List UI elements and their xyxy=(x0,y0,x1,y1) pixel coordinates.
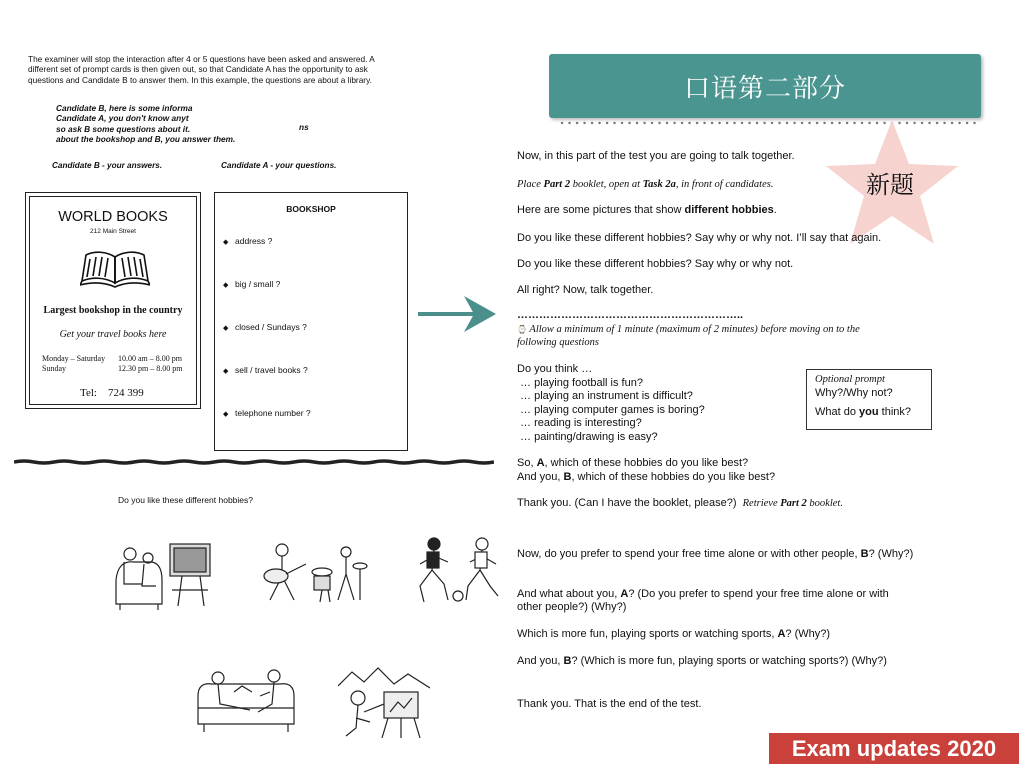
instruction-line: about the bookshop and B, you answer them. xyxy=(56,134,236,145)
optional-prompt-title: Optional prompt xyxy=(815,374,885,385)
bookshop-card xyxy=(214,192,408,451)
bookshop-item-label: telephone number ? xyxy=(235,408,311,418)
hours-time: 12.30 pm – 8.00 pm xyxy=(118,364,183,373)
world-books-address: 212 Main Street xyxy=(90,228,136,235)
text-span-bold: different hobbies xyxy=(684,204,774,216)
diamond-bullet-icon: ◆ xyxy=(223,282,229,289)
end-line: Thank you. That is the end of the test. xyxy=(517,698,702,710)
candidate-instructions xyxy=(56,103,326,143)
question-line xyxy=(517,457,748,470)
question-line xyxy=(517,628,830,641)
question-item: … playing an instrument is difficult? xyxy=(517,390,693,402)
text-span: Retrieve xyxy=(742,498,781,509)
text-span-bold: A xyxy=(777,628,786,640)
timer-note xyxy=(517,323,917,350)
text-span: ? (Why?) xyxy=(868,548,914,560)
header-candidate-b: Candidate B - your answers. xyxy=(52,161,163,170)
world-books-tagline: Largest bookshop in the country xyxy=(43,305,183,316)
text-span: ? (Why?) xyxy=(785,628,831,640)
text-span-bold: you xyxy=(859,406,879,418)
painting-illustration xyxy=(338,662,430,738)
watching-tv-illustration xyxy=(112,540,216,612)
diamond-bullet-icon: ◆ xyxy=(223,411,229,418)
text-span: ? (Which is more fun, playing sports or watching sports?) (Why?) xyxy=(571,655,887,667)
world-books-card xyxy=(25,192,201,409)
examiner-instruction xyxy=(743,498,843,509)
bookshop-item-label: sell / travel books ? xyxy=(235,365,308,375)
optional-prompt-box xyxy=(806,369,932,430)
instruction-line: Candidate A, you don't know anyt xyxy=(56,113,189,124)
thank-you-line xyxy=(517,497,843,510)
bookshop-item xyxy=(223,365,308,375)
question-item: … playing computer games is boring? xyxy=(517,403,705,416)
intro-paragraph: The examiner will stop the interaction after 4 or 5 questions have been asked and answered. A different set of prompt cards is then given out, so that Candidate A has the opportunity to ask questions and Candidate B to answer them. In this example, the questions are about a library. xyxy=(28,54,375,85)
instruction-line: Candidate B, here is some informa xyxy=(56,103,193,113)
instruction-line: so ask B some questions about it. xyxy=(56,123,191,134)
optional-prompt-line xyxy=(815,406,923,420)
playing-football-illustration xyxy=(414,536,504,606)
do-you-think: Do you think … xyxy=(517,363,593,375)
bookshop-item xyxy=(223,236,272,246)
text-span: booklet. xyxy=(806,498,843,509)
text-span-bold: Part 2 xyxy=(780,498,807,509)
bookshop-item-label: big / small ? xyxy=(235,279,281,289)
reading-on-sofa-illustration xyxy=(194,662,298,734)
text-span-bold: A xyxy=(536,457,545,469)
text-span-bold: Part 2 xyxy=(543,179,571,190)
question-item: … painting/drawing is easy? xyxy=(517,430,658,443)
text-span: . xyxy=(773,204,777,216)
question-line xyxy=(517,655,887,668)
open-book-icon xyxy=(80,247,150,289)
arrow-right-icon xyxy=(418,294,498,334)
picture-question: Do you like these different hobbies? xyxy=(118,495,253,505)
section-banner xyxy=(549,54,981,118)
text-span: Allow a minimum of 1 minute (maximum of 2 minutes) before moving on to the xyxy=(526,324,860,335)
banner-title: 口语第二部分 xyxy=(683,74,846,104)
text-span: ? (Do you prefer to spend your free time alone or with xyxy=(628,588,889,600)
text-span: What do xyxy=(815,406,860,418)
exam-updates-badge: Exam updates 2020 xyxy=(769,733,1019,764)
question-line xyxy=(517,471,775,484)
text-span: Thank you. (Can I have the booklet, please?) xyxy=(517,497,743,509)
new-question-label: 新题 xyxy=(866,171,914,199)
optional-prompt-line: Why?/Why not? xyxy=(815,386,893,399)
intro-line: Now, in this part of the test you are going to talk together. xyxy=(517,150,795,162)
text-span-bold: A xyxy=(620,588,629,600)
hours-time: 10.00 am – 8.00 pm xyxy=(118,354,182,363)
question-line: Do you like these different hobbies? Say why or why not. I’ll say that again. xyxy=(517,232,882,244)
text-span: other people?) (Why?) xyxy=(517,601,627,614)
playing-music-illustration xyxy=(260,542,368,604)
examiner-instruction xyxy=(517,178,773,191)
bookshop-item-label: address ? xyxy=(235,236,273,246)
instruction-fragment: ns xyxy=(299,122,309,132)
text-span: Which is more fun, playing sports or watching sports, xyxy=(517,628,778,640)
question-line: Do you like these different hobbies? Say why or why not. xyxy=(517,258,794,270)
text-span: think? xyxy=(878,406,912,418)
text-span: Here are some pictures that show xyxy=(517,204,685,216)
pictures-line xyxy=(517,204,777,217)
question-line xyxy=(517,548,913,561)
question-item: … playing football is fun? xyxy=(517,376,643,389)
text-span: , which of these hobbies do you like best? xyxy=(544,457,749,469)
bookshop-item xyxy=(223,408,311,418)
hours-days: Monday – Saturday xyxy=(42,354,106,363)
header-candidate-a: Candidate A - your questions. xyxy=(221,161,337,170)
text-span: So, xyxy=(517,457,537,469)
bookshop-item-label: closed / Sundays ? xyxy=(235,322,307,332)
text-span: , which of these hobbies do you like best? xyxy=(571,470,776,483)
text-span: And what about you, xyxy=(517,588,621,600)
text-span: , in front of candidates. xyxy=(675,179,774,190)
world-books-title: WORLD BOOKS xyxy=(58,209,168,225)
text-span-bold: Task 2a xyxy=(642,179,676,190)
text-span: booklet, open at xyxy=(570,179,643,190)
diamond-bullet-icon: ◆ xyxy=(223,325,229,332)
text-span-bold: B xyxy=(860,548,869,560)
talk-together-line: All right? Now, talk together. xyxy=(517,284,654,296)
dots-line: …………………………………………………….. xyxy=(517,309,744,321)
text-span-bold: B xyxy=(563,655,572,667)
bookshop-item xyxy=(223,322,307,332)
question-line xyxy=(517,588,937,615)
diamond-bullet-icon: ◆ xyxy=(223,368,229,375)
text-span: And you, xyxy=(517,655,564,667)
world-books-tel: Tel: 724 399 xyxy=(80,387,144,399)
torn-divider xyxy=(14,459,494,465)
bookshop-item xyxy=(223,279,280,289)
text-span: Now, do you prefer to spend your free time alone or with other people, xyxy=(517,548,861,560)
world-books-travel: Get your travel books here xyxy=(59,329,167,340)
timer-icon: ⌚ xyxy=(517,325,527,334)
hours-days: Sunday xyxy=(42,364,66,373)
text-span: following questions xyxy=(517,337,599,349)
bookshop-title: BOOKSHOP xyxy=(286,204,336,214)
diamond-bullet-icon: ◆ xyxy=(223,239,229,246)
text-span-bold: B xyxy=(563,470,572,483)
text-span: And you, xyxy=(517,470,564,483)
question-item: … reading is interesting? xyxy=(517,417,642,429)
text-span: Place xyxy=(517,179,544,190)
